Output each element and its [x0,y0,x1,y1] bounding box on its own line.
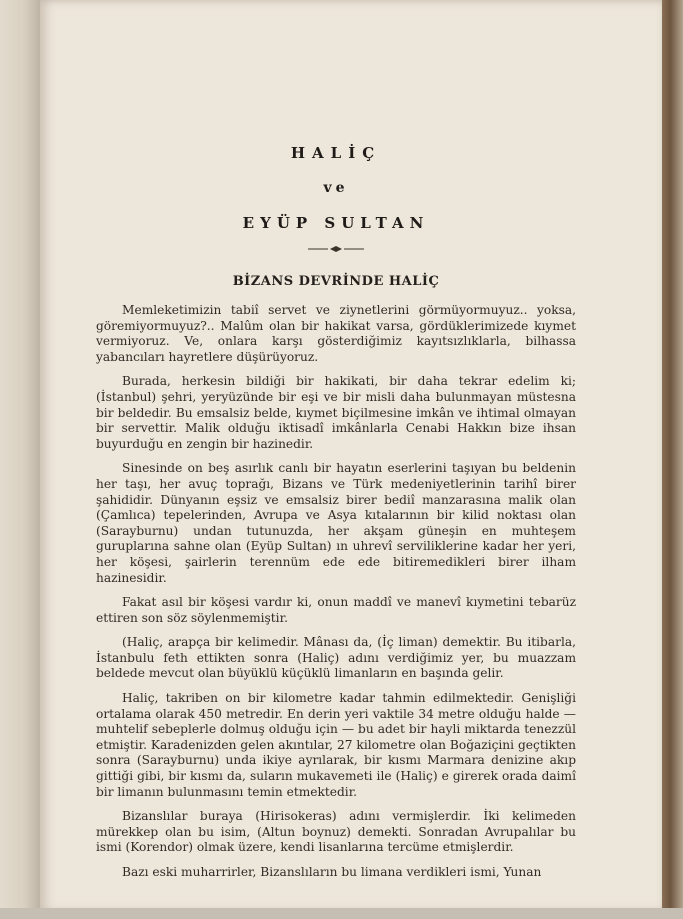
paragraph: Sinesinde on beş asırlık canlı bir hayatın eserlerini taşıyan bu beldenin her taşı, her avuç toprağı, Bizans ve Türk medeniyetlerinin tarihî birer şahididir. Dünyanın eşsiz ve emsalsiz birer bediî manzarasına malik olan (Çamlıca) tepelerinden, Avrupa ve Asya kıtalarının bir kilid noktası olan (Sarayburnu) undan tutunuzda, her akşam güneşin en muhteşem guruplarına sahne olan (Eyüp Sultan) ın uhrevî serviliklerine kadar her yeri, her köşesi, şairlerin terennüm ede ede bitiremedikleri birer ilham hazinesidir. [96,461,576,585]
paragraph: Burada, herkesin bildiği bir hakikati, bir daha tekrar edelim ki; (İstanbul) şehri, yeryüzünde bir eşi ve bir misli daha bulunmayan müstesna bir beldedir. Bu emsalsiz belde, kıymet biçilmesine imkân ve ihtimal olmayan bir servettir. Malik olduğu iktisadî imkânlarla Cenabi Hakkın bize ihsan buyurduğu en zengin bir hazinedir. [96,374,576,451]
paragraph: Bizanslılar buraya (Hirisokeras) adını vermişlerdir. İki kelimeden mürekkep olan bu isim, (Altun boynuz) demekti. Sonradan Avrupalılar bu ismi (Korendor) olmak üzere, kendi lisanlarına tercüme etmişlerdir. [96,809,576,855]
paragraph: (Haliç, arapça bir kelimedir. Mânası da, (İç liman) demektir. Bu itibarla, İstanbulu feth ettikten sonra (Haliç) adını verdiğimiz yer, bu muazzam beldede mevcut olan büyüklü küçüklü limanların en başında gelir. [96,635,576,681]
paragraph: Bazı eski muharrirler, Bizanslıların bu limana verdikleri ismi, Yunan [122,865,542,879]
facing-page-edge [0,0,40,919]
page-stack-edge [662,0,683,919]
scan-bottom-strip [0,908,683,919]
title-line-2: ve [323,180,349,196]
body-text [96,303,576,881]
page-content [96,118,576,890]
title-line-1: HALİÇ [290,144,382,162]
paragraph: Fakat asıl bir köşesi vardır ki, onun maddî ve manevî kıymetini tebarüz ettiren son söz söylenmemiştir. [96,595,576,625]
ornamental-divider-icon [306,244,366,254]
section-heading: BİZANS DEVRİNDE HALİÇ [232,274,440,289]
paragraph: Memleketimizin tabiî servet ve ziynetlerini görmüyormuyuz.. yoksa, göremiyormuyuz?.. Malûm olan bir hakikat varsa, gördüklerimizede kıymet vermiyoruz. Ve, onlara karşı gösterdiğimiz kayıtsızlıklarla, bilhassa yabancıları hayretlere düşürüyoruz. [96,303,576,364]
paragraph: Haliç, takriben on bir kilometre kadar tahmin edilmektedir. Genişliği ortalama olarak 450 metredir. En derin yeri vaktile 34 metre olduğu halde — muhtelif sebeplerle dolmuş olduğu için — bu adet bir hayli miktarda tenezzül etmiştir. Karadenizden gelen akıntılar, 27 kilometre olan Boğaziçini geçtikten sonra (Sarayburnu) unda ikiye ayrılarak, bir kısmı Marmara denizine akıp gittiği gibi, bir kısmı da, suların mukavemeti ile (Haliç) e girerek orada daimî bir limanın bulunmasını temin etmektedir. [96,691,576,799]
title-line-3: EYÜP SULTAN [242,214,430,232]
